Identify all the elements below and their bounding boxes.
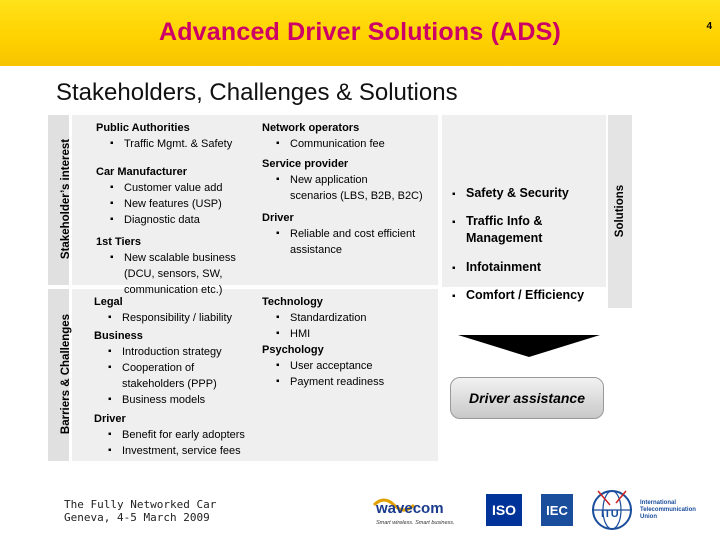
heading-technology: Technology [262,296,323,308]
itu-text-line2: Telecommunication [640,507,696,513]
stakeholders-col2 [262,120,423,258]
bullet: ▪ User acceptance [262,358,384,374]
bullet: ▪ Standardization [262,310,384,326]
bullet: ▪ Diagnostic data [96,212,236,228]
bullet: ▪ Communication fee [262,136,423,152]
heading-legal: Legal [94,296,123,308]
bullet-continuation: (DCU, sensors, SW, [124,268,223,280]
wavecom-tagline: Smart wireless. Smart business. [376,520,455,526]
heading-network-operators: Network operators [262,122,360,134]
bullet-continuation: stakeholders (PPP) [122,378,217,390]
bullet: ▪ Customer value add [96,180,236,196]
barriers-label: Barriers & Challenges [60,313,72,435]
page-title: Advanced Driver Solutions (ADS) [158,18,562,46]
bullet: ▪ Reliable and cost efficient [262,226,423,242]
bullet-continuation: communication etc.) [124,284,223,296]
heading-car-manufacturer: Car Manufacturer [96,166,188,178]
itu-logo [588,487,636,533]
heading-driver: Driver [262,212,294,224]
bullet: ▪ Business models [94,392,245,408]
iso-logo: ISO [486,494,522,526]
solution-infotainment-label: Infotainment [466,260,541,274]
footer-text [64,498,216,524]
heading-psychology: Psychology [262,344,324,356]
bullet: ▪ Benefit for early adopters [94,427,245,443]
bullet: ▪ Introduction strategy [94,344,245,360]
solution-traffic-line2: Management [466,231,543,245]
itu-wordmark: ITU [601,508,619,520]
heading-1st-tiers: 1st Tiers [96,236,142,248]
stakeholders-col1 [96,120,236,298]
wavecom-wordmark: wavecom [376,500,444,517]
footer-line2: Geneva, 4-5 March 2009 [64,511,210,524]
footer-line1: The Fully Networked Car [64,498,217,511]
bullet: ▪ New features (USP) [96,196,236,212]
solution-infotainment: ▪ Infotainment [452,260,541,274]
heading-public-authorities: Public Authorities [96,122,190,134]
itu-text-line1: International [640,500,677,506]
solutions-label: Solutions [614,184,626,238]
bullet: ▪ Traffic Mgmt. & Safety [96,136,236,152]
iec-logo: IEC [541,494,573,526]
solution-comfort-label: Comfort / Efficiency [466,288,585,302]
header-bar [0,0,720,66]
solution-traffic: ▪ Traffic Info & [452,214,543,228]
down-arrow-icon [458,335,600,357]
bullet: ▪ New scalable business [96,250,236,266]
solution-safety-label: Safety & Security [466,186,569,200]
bullet-continuation: assistance [290,244,342,256]
bullet: ▪ Responsibility / liability [94,310,245,326]
itu-text-line3: Union [640,514,657,520]
bullet: ▪ HMI [262,326,384,342]
bullet: ▪ Payment readiness [262,374,384,390]
stakeholders-label: Stakeholder’s interest [60,138,72,260]
solution-traffic-label: Traffic Info & [466,214,543,228]
heading-driver-barrier: Driver [94,413,126,425]
heading-business: Business [94,330,143,342]
itu-text [640,500,696,521]
barriers-col2 [262,294,384,390]
bullet-continuation: scenarios (LBS, B2B, B2C) [290,190,423,202]
slide-subtitle: Stakeholders, Challenges & Solutions [56,79,458,106]
bullet: ▪ Cooperation of [94,360,245,376]
solution-comfort: ▪ Comfort / Efficiency [452,288,585,302]
page-number: 4 [706,21,712,32]
solution-safety: ▪ Safety & Security [452,186,569,200]
bullet: ▪ New application [262,172,423,188]
heading-service-provider: Service provider [262,158,349,170]
driver-assistance-box: Driver assistance [450,377,604,419]
wavecom-logo [372,493,472,529]
bullet: ▪ Investment, service fees [94,443,245,459]
barriers-col1 [94,294,245,459]
